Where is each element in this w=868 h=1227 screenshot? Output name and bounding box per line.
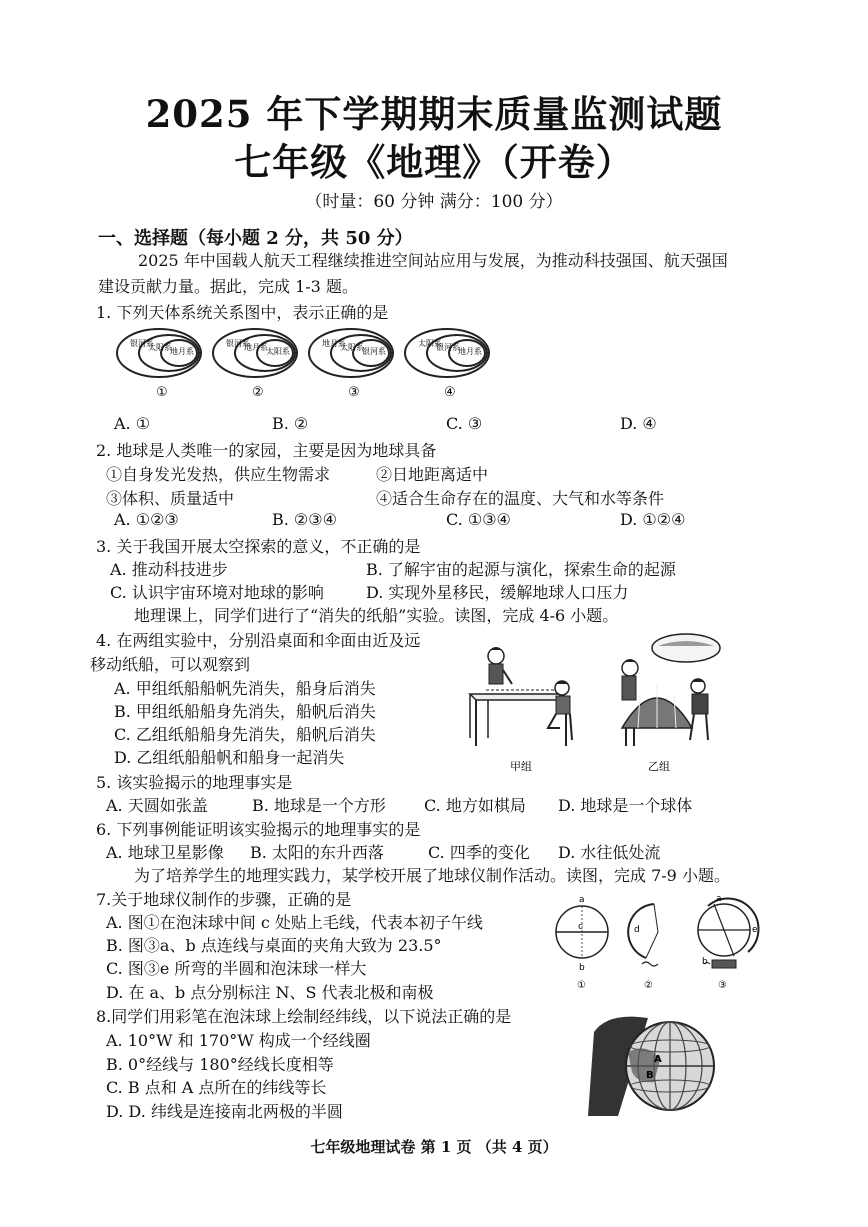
q3-option-d[interactable]: D. 实现外星移民，缓解地球人口压力 xyxy=(366,583,629,602)
q1-option-a[interactable]: A. ① xyxy=(114,414,151,433)
q2-statement-3: ③体积、质量适中 xyxy=(106,489,235,508)
question-1-stem: 1. 下列天体系统关系图中，表示正确的是 xyxy=(96,303,389,322)
globe-grid-photo xyxy=(588,1012,718,1116)
q2-statement-2: ②日地距离适中 xyxy=(376,465,489,484)
q7-option-d[interactable]: D. 在 a、b 点分别标注 N、S 代表北极和南极 xyxy=(106,983,434,1002)
diagram-4 xyxy=(405,329,489,400)
question-2-stem: 2. 地球是人类唯一的家园，主要是因为地球具备 xyxy=(96,441,437,460)
q3-option-b[interactable]: B. 了解宇宙的起源与演化，探索生命的起源 xyxy=(366,560,676,579)
d3-inner-label: 银河系 xyxy=(362,347,386,356)
intro-paragraph-1: 2025 年中国载人航天工程继续推进空间站应用与发展，为推动科技强国、航天强国 xyxy=(138,251,728,270)
q2-option-a[interactable]: A. ①②③ xyxy=(114,510,179,529)
question-7-stem: 7.关于地球仪制作的步骤，正确的是 xyxy=(96,890,352,909)
label-e: e xyxy=(752,925,758,935)
q4-option-c[interactable]: C. 乙组纸船船身先消失，船帆后消失 xyxy=(114,725,376,744)
q1-option-c[interactable]: C. ③ xyxy=(446,414,483,433)
label-a-3: a xyxy=(716,894,722,904)
q5-option-c[interactable]: C. 地方如棋局 xyxy=(424,796,526,815)
d4-mid-label: 银河系 xyxy=(436,343,460,352)
question-4-stem: 4. 在两组实验中，分别沿桌面和伞面由近及远 xyxy=(96,631,421,650)
d2-mid-label: 地月系 xyxy=(244,343,268,352)
group-jia-label: 甲组 xyxy=(510,760,532,773)
q8-option-d[interactable]: D. D. 纬线是连接南北两极的半圆 xyxy=(106,1102,343,1121)
q4-option-a[interactable]: A. 甲组纸船船帆先消失，船身后消失 xyxy=(114,679,376,698)
q1-option-d[interactable]: D. ④ xyxy=(620,414,657,433)
q3-option-c[interactable]: C. 认识宇宙环境对地球的影响 xyxy=(110,583,324,602)
globe-making-figure xyxy=(554,892,768,992)
d4-outer-label: 太阳系 xyxy=(418,339,442,348)
q2-option-c[interactable]: C. ①③④ xyxy=(446,510,511,529)
group-yi-label: 乙组 xyxy=(648,760,670,773)
globe-step-1-number: ① xyxy=(577,980,586,991)
q2-statement-4: ④适合生命存在的温度、大气和水等条件 xyxy=(376,489,665,508)
label-c: c xyxy=(578,922,583,932)
q6-option-d[interactable]: D. 水往低处流 xyxy=(558,843,661,862)
d1-mid-label: 太阳系 xyxy=(148,343,172,352)
d1-inner-label: 地月系 xyxy=(170,347,194,356)
globe-step-2-number: ② xyxy=(644,980,653,991)
label-a: a xyxy=(579,895,585,905)
q2-statement-1: ①自身发光发热，供应生物需求 xyxy=(106,465,331,484)
q7-option-c[interactable]: C. 图③e 所弯的半圆和泡沫球一样大 xyxy=(106,959,367,978)
page-footer: 七年级地理试卷 第 1 页 （共 4 页） xyxy=(310,1138,558,1156)
globe-step-3 xyxy=(698,894,758,991)
q1-option-b[interactable]: B. ② xyxy=(272,414,309,433)
d4-number: ④ xyxy=(444,385,456,400)
section-heading: 一、选择题（每小题 2 分，共 50 分） xyxy=(98,228,413,249)
label-d: d xyxy=(634,925,640,935)
q5-option-b[interactable]: B. 地球是一个方形 xyxy=(252,796,386,815)
diagram-1 xyxy=(117,329,201,400)
intro-paragraph-2: 地理课上，同学们进行了“消失的纸船”实验。读图，完成 4-6 小题。 xyxy=(134,606,619,625)
q8-option-c[interactable]: C. B 点和 A 点所在的纬线等长 xyxy=(106,1078,327,1097)
label-b-3: b xyxy=(702,957,708,967)
diagram-3 xyxy=(309,329,393,400)
d3-mid-label: 太阳系 xyxy=(340,343,364,352)
q7-option-a[interactable]: A. 图①在泡沫球中间 c 处贴上毛线，代表本初子午线 xyxy=(106,913,483,932)
point-b-label: B xyxy=(646,1070,654,1081)
question-4-stem-cont: 移动纸船，可以观察到 xyxy=(90,655,251,674)
q5-option-d[interactable]: D. 地球是一个球体 xyxy=(558,796,693,815)
q8-option-a[interactable]: A. 10°W 和 170°W 构成一个经线圈 xyxy=(106,1031,371,1050)
question-8-stem: 8.同学们用彩笔在泡沫球上绘制经纬线，以下说法正确的是 xyxy=(96,1007,512,1026)
globe-step-1 xyxy=(556,895,608,991)
d4-inner-label: 地月系 xyxy=(458,347,482,356)
diagram-2 xyxy=(213,329,297,400)
question-6-stem: 6. 下列事例能证明该实验揭示的地理事实的是 xyxy=(96,820,421,839)
q5-option-a[interactable]: A. 天圆如张盖 xyxy=(106,796,208,815)
celestial-system-diagrams xyxy=(114,326,514,404)
point-a-label: A xyxy=(654,1054,662,1065)
d2-outer-label: 银河系 xyxy=(226,339,250,348)
d3-outer-label: 地月系 xyxy=(322,339,346,348)
globe-step-3-number: ③ xyxy=(718,980,727,991)
label-b: b xyxy=(579,963,585,973)
q7-option-b[interactable]: B. 图③a、b 点连线与桌面的夹角大致为 23.5° xyxy=(106,936,442,955)
d1-outer-label: 银河系 xyxy=(130,339,154,348)
d2-inner-label: 太阳系 xyxy=(266,347,290,356)
question-5-stem: 5. 该实验揭示的地理事实是 xyxy=(96,773,293,792)
q6-option-a[interactable]: A. 地球卫星影像 xyxy=(106,843,224,862)
q6-option-c[interactable]: C. 四季的变化 xyxy=(428,843,530,862)
q2-option-b[interactable]: B. ②③④ xyxy=(272,510,337,529)
d2-number: ② xyxy=(252,385,264,400)
globe-step-2 xyxy=(628,904,658,991)
intro-paragraph-3: 为了培养学生的地理实践力，某学校开展了地球仪制作活动。读图，完成 7-9 小题。 xyxy=(134,866,730,885)
q4-option-b[interactable]: B. 甲组纸船船身先消失，船帆后消失 xyxy=(114,702,376,721)
group-jia-illustration xyxy=(470,647,572,746)
exam-title: 2025 年下学期期末质量监测试题 xyxy=(145,92,723,136)
q3-option-a[interactable]: A. 推动科技进步 xyxy=(110,560,228,579)
q8-option-b[interactable]: B. 0°经线与 180°经线长度相等 xyxy=(106,1055,334,1074)
exam-subject-title: 七年级《地理》（开卷） xyxy=(234,140,634,184)
intro-paragraph-1-cont: 建设贡献力量。据此，完成 1-3 题。 xyxy=(98,277,358,296)
q6-option-b[interactable]: B. 太阳的东升西落 xyxy=(250,843,384,862)
question-3-stem: 3. 关于我国开展太空探索的意义，不正确的是 xyxy=(96,537,421,556)
exam-time-score: （时量：60 分钟 满分：100 分） xyxy=(305,192,563,212)
q4-option-d[interactable]: D. 乙组纸船船帆和船身一起消失 xyxy=(114,748,345,767)
d3-number: ③ xyxy=(348,385,360,400)
paper-boat-experiment-figure xyxy=(462,628,732,778)
q2-option-d[interactable]: D. ①②④ xyxy=(620,510,686,529)
d1-number: ① xyxy=(156,385,168,400)
group-yi-illustration xyxy=(622,634,720,746)
